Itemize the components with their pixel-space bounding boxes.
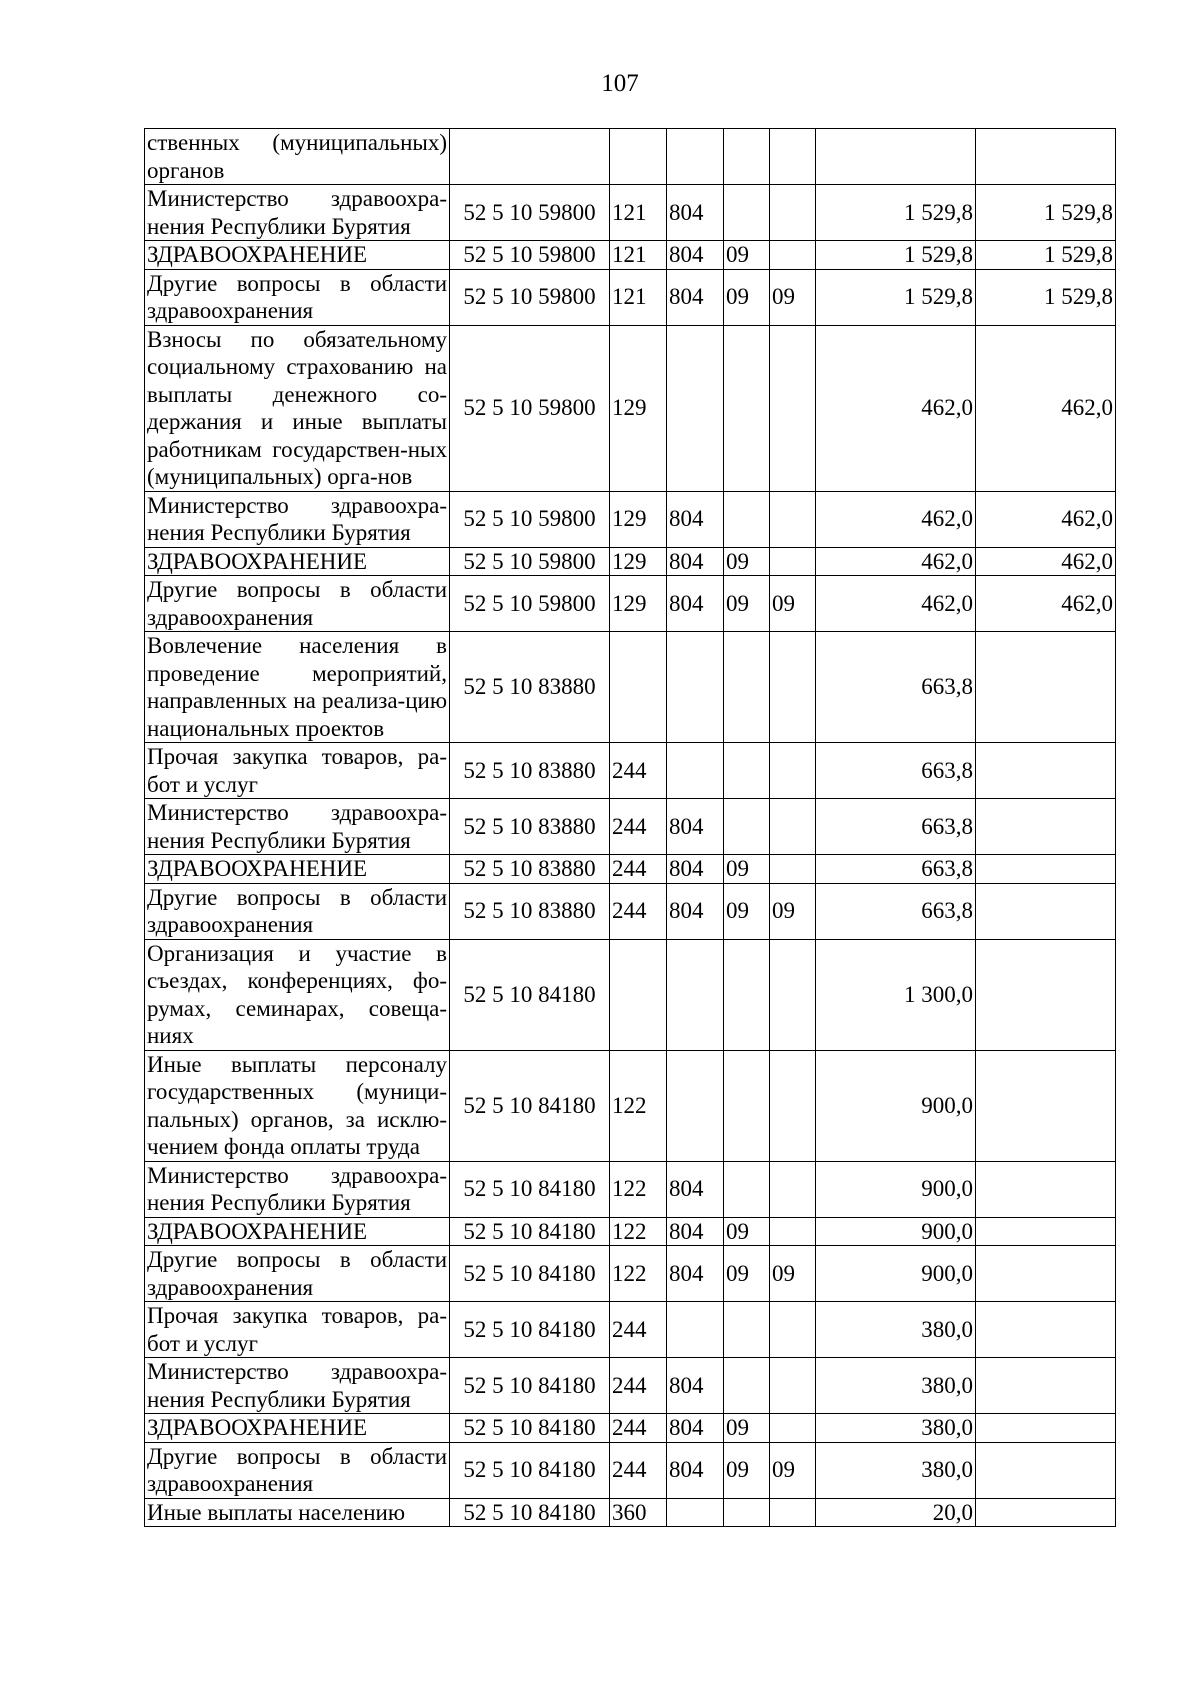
subsection-code: 09 bbox=[770, 883, 816, 939]
expense-type-code: 244 bbox=[610, 883, 667, 939]
table-row bbox=[145, 855, 1116, 884]
subsection-code bbox=[770, 855, 816, 884]
row-name: ственных (муниципальных) органов bbox=[145, 129, 450, 185]
table-row bbox=[145, 1050, 1116, 1161]
amount-cell-2: 462,0 bbox=[976, 576, 1116, 632]
target-article-code: 52 5 10 84180 bbox=[450, 939, 610, 1050]
table-row bbox=[145, 1246, 1116, 1302]
table-row bbox=[145, 1498, 1116, 1527]
amount-cell: 1 529,8 bbox=[816, 241, 976, 270]
amount-cell-2 bbox=[976, 1050, 1116, 1161]
amount-cell-2 bbox=[976, 855, 1116, 884]
expense-type-code: 360 bbox=[610, 1498, 667, 1527]
ministry-code: 804 bbox=[667, 491, 724, 547]
target-article-code: 52 5 10 84180 bbox=[450, 1498, 610, 1527]
section-code bbox=[724, 1161, 770, 1217]
subsection-code bbox=[770, 743, 816, 799]
subsection-code bbox=[770, 1161, 816, 1217]
section-code: 09 bbox=[724, 1217, 770, 1246]
section-code: 09 bbox=[724, 855, 770, 884]
target-article-code: 52 5 10 59800 bbox=[450, 576, 610, 632]
row-name: Прочая закупка товаров, ра-бот и услуг bbox=[145, 743, 450, 799]
row-name: Министерство здравоохра-нения Республики Бурятия bbox=[145, 491, 450, 547]
expense-type-code: 122 bbox=[610, 1246, 667, 1302]
ministry-code bbox=[667, 1050, 724, 1161]
subsection-code: 09 bbox=[770, 1246, 816, 1302]
row-name: Прочая закупка товаров, ра-бот и услуг bbox=[145, 1302, 450, 1358]
row-name: Министерство здравоохра-нения Республики Бурятия bbox=[145, 799, 450, 855]
amount-cell: 900,0 bbox=[816, 1050, 976, 1161]
table-row bbox=[145, 241, 1116, 270]
amount-cell: 663,8 bbox=[816, 632, 976, 743]
table-row bbox=[145, 1302, 1116, 1358]
target-article-code: 52 5 10 84180 bbox=[450, 1358, 610, 1414]
table-row bbox=[145, 185, 1116, 241]
amount-cell: 462,0 bbox=[816, 576, 976, 632]
row-name: Организация и участие в съездах, конференциях, фо-румах, семинарах, совеща-ниях bbox=[145, 939, 450, 1050]
amount-cell-2 bbox=[976, 939, 1116, 1050]
subsection-code bbox=[770, 491, 816, 547]
subsection-code bbox=[770, 185, 816, 241]
amount-cell bbox=[816, 129, 976, 185]
table-row bbox=[145, 939, 1116, 1050]
ministry-code: 804 bbox=[667, 1217, 724, 1246]
table-row bbox=[145, 269, 1116, 325]
subsection-code bbox=[770, 1358, 816, 1414]
section-code bbox=[724, 743, 770, 799]
target-article-code: 52 5 10 84180 bbox=[450, 1442, 610, 1498]
target-article-code: 52 5 10 84180 bbox=[450, 1302, 610, 1358]
ministry-code: 804 bbox=[667, 1161, 724, 1217]
amount-cell: 20,0 bbox=[816, 1498, 976, 1527]
table-row bbox=[145, 632, 1116, 743]
subsection-code bbox=[770, 325, 816, 491]
target-article-code: 52 5 10 59800 bbox=[450, 241, 610, 270]
expense-type-code: 121 bbox=[610, 241, 667, 270]
table-row bbox=[145, 547, 1116, 576]
target-article-code: 52 5 10 59800 bbox=[450, 491, 610, 547]
expense-type-code: 244 bbox=[610, 1302, 667, 1358]
target-article-code: 52 5 10 83880 bbox=[450, 799, 610, 855]
amount-cell: 900,0 bbox=[816, 1217, 976, 1246]
subsection-code bbox=[770, 241, 816, 270]
amount-cell-2 bbox=[976, 1498, 1116, 1527]
ministry-code bbox=[667, 632, 724, 743]
table-row bbox=[145, 799, 1116, 855]
subsection-code bbox=[770, 939, 816, 1050]
amount-cell-2: 462,0 bbox=[976, 325, 1116, 491]
ministry-code: 804 bbox=[667, 799, 724, 855]
expense-type-code: 244 bbox=[610, 855, 667, 884]
row-name: Иные выплаты населению bbox=[145, 1498, 450, 1527]
section-code bbox=[724, 1498, 770, 1527]
target-article-code: 52 5 10 83880 bbox=[450, 632, 610, 743]
target-article-code: 52 5 10 59800 bbox=[450, 269, 610, 325]
subsection-code bbox=[770, 1050, 816, 1161]
amount-cell-2 bbox=[976, 743, 1116, 799]
section-code: 09 bbox=[724, 547, 770, 576]
table-row bbox=[145, 491, 1116, 547]
expense-type-code: 244 bbox=[610, 743, 667, 799]
table-row bbox=[145, 743, 1116, 799]
ministry-code bbox=[667, 743, 724, 799]
target-article-code bbox=[450, 129, 610, 185]
amount-cell: 380,0 bbox=[816, 1414, 976, 1443]
expense-type-code: 129 bbox=[610, 491, 667, 547]
amount-cell-2: 462,0 bbox=[976, 491, 1116, 547]
amount-cell: 380,0 bbox=[816, 1302, 976, 1358]
subsection-code bbox=[770, 799, 816, 855]
expense-type-code: 121 bbox=[610, 269, 667, 325]
row-name: Взносы по обязательному социальному страхованию на выплаты денежного со-держания и иные выплаты работникам государствен-ных (муниципальных) орга-нов bbox=[145, 325, 450, 491]
expense-type-code: 129 bbox=[610, 576, 667, 632]
table-row bbox=[145, 1217, 1116, 1246]
ministry-code: 804 bbox=[667, 855, 724, 884]
table-row bbox=[145, 1358, 1116, 1414]
target-article-code: 52 5 10 84180 bbox=[450, 1414, 610, 1443]
subsection-code: 09 bbox=[770, 269, 816, 325]
ministry-code: 804 bbox=[667, 185, 724, 241]
amount-cell: 1 300,0 bbox=[816, 939, 976, 1050]
amount-cell-2 bbox=[976, 1442, 1116, 1498]
amount-cell: 663,8 bbox=[816, 743, 976, 799]
ministry-code: 804 bbox=[667, 269, 724, 325]
table-row bbox=[145, 1161, 1116, 1217]
row-name: ЗДРАВООХРАНЕНИЕ bbox=[145, 547, 450, 576]
row-name: Другие вопросы в области здравоохранения bbox=[145, 576, 450, 632]
ministry-code: 804 bbox=[667, 1414, 724, 1443]
section-code: 09 bbox=[724, 576, 770, 632]
row-name: Иные выплаты персоналу государственных (муници-пальных) органов, за исклю-чением фонда оплаты труда bbox=[145, 1050, 450, 1161]
amount-cell-2: 1 529,8 bbox=[976, 185, 1116, 241]
amount-cell-2 bbox=[976, 632, 1116, 743]
amount-cell: 1 529,8 bbox=[816, 185, 976, 241]
section-code bbox=[724, 632, 770, 743]
section-code bbox=[724, 325, 770, 491]
amount-cell-2 bbox=[976, 883, 1116, 939]
target-article-code: 52 5 10 84180 bbox=[450, 1050, 610, 1161]
ministry-code: 804 bbox=[667, 1358, 724, 1414]
expense-type-code: 122 bbox=[610, 1217, 667, 1246]
target-article-code: 52 5 10 59800 bbox=[450, 325, 610, 491]
amount-cell-2 bbox=[976, 1302, 1116, 1358]
amount-cell: 380,0 bbox=[816, 1358, 976, 1414]
row-name: Другие вопросы в области здравоохранения bbox=[145, 1246, 450, 1302]
subsection-code bbox=[770, 1302, 816, 1358]
section-code: 09 bbox=[724, 883, 770, 939]
section-code bbox=[724, 799, 770, 855]
ministry-code bbox=[667, 939, 724, 1050]
subsection-code bbox=[770, 632, 816, 743]
subsection-code bbox=[770, 129, 816, 185]
subsection-code bbox=[770, 1498, 816, 1527]
expense-type-code bbox=[610, 632, 667, 743]
ministry-code bbox=[667, 129, 724, 185]
amount-cell-2: 1 529,8 bbox=[976, 269, 1116, 325]
budget-table bbox=[144, 128, 1116, 1527]
subsection-code bbox=[770, 1217, 816, 1246]
section-code: 09 bbox=[724, 1414, 770, 1443]
subsection-code: 09 bbox=[770, 576, 816, 632]
amount-cell-2 bbox=[976, 799, 1116, 855]
amount-cell: 663,8 bbox=[816, 855, 976, 884]
ministry-code bbox=[667, 1498, 724, 1527]
ministry-code: 804 bbox=[667, 547, 724, 576]
row-name: Другие вопросы в области здравоохранения bbox=[145, 883, 450, 939]
target-article-code: 52 5 10 59800 bbox=[450, 185, 610, 241]
amount-cell: 380,0 bbox=[816, 1442, 976, 1498]
section-code bbox=[724, 491, 770, 547]
expense-type-code: 129 bbox=[610, 325, 667, 491]
expense-type-code: 122 bbox=[610, 1161, 667, 1217]
section-code: 09 bbox=[724, 241, 770, 270]
target-article-code: 52 5 10 84180 bbox=[450, 1217, 610, 1246]
expense-type-code: 244 bbox=[610, 1414, 667, 1443]
expense-type-code: 244 bbox=[610, 1358, 667, 1414]
amount-cell-2 bbox=[976, 1414, 1116, 1443]
ministry-code: 804 bbox=[667, 576, 724, 632]
amount-cell: 462,0 bbox=[816, 325, 976, 491]
table-row bbox=[145, 1442, 1116, 1498]
amount-cell-2 bbox=[976, 129, 1116, 185]
section-code bbox=[724, 1050, 770, 1161]
row-name: Министерство здравоохра-нения Республики Бурятия bbox=[145, 1161, 450, 1217]
expense-type-code: 129 bbox=[610, 547, 667, 576]
amount-cell: 900,0 bbox=[816, 1246, 976, 1302]
target-article-code: 52 5 10 83880 bbox=[450, 855, 610, 884]
row-name: Министерство здравоохра-нения Республики Бурятия bbox=[145, 185, 450, 241]
expense-type-code: 244 bbox=[610, 799, 667, 855]
amount-cell-2 bbox=[976, 1358, 1116, 1414]
amount-cell: 462,0 bbox=[816, 491, 976, 547]
target-article-code: 52 5 10 84180 bbox=[450, 1161, 610, 1217]
table-row bbox=[145, 883, 1116, 939]
ministry-code: 804 bbox=[667, 1442, 724, 1498]
section-code bbox=[724, 185, 770, 241]
expense-type-code: 244 bbox=[610, 1442, 667, 1498]
amount-cell-2 bbox=[976, 1246, 1116, 1302]
target-article-code: 52 5 10 83880 bbox=[450, 743, 610, 799]
ministry-code: 804 bbox=[667, 883, 724, 939]
row-name: Вовлечение населения в проведение мероприятий, направленных на реализа-цию национальных проектов bbox=[145, 632, 450, 743]
subsection-code: 09 bbox=[770, 1442, 816, 1498]
subsection-code bbox=[770, 1414, 816, 1443]
ministry-code bbox=[667, 1302, 724, 1358]
table-row bbox=[145, 325, 1116, 491]
target-article-code: 52 5 10 59800 bbox=[450, 547, 610, 576]
expense-type-code: 122 bbox=[610, 1050, 667, 1161]
expense-type-code bbox=[610, 939, 667, 1050]
ministry-code bbox=[667, 325, 724, 491]
amount-cell: 900,0 bbox=[816, 1161, 976, 1217]
target-article-code: 52 5 10 83880 bbox=[450, 883, 610, 939]
budget-table-body bbox=[145, 129, 1116, 1527]
page-number: 107 bbox=[601, 70, 639, 97]
section-code bbox=[724, 1358, 770, 1414]
amount-cell: 1 529,8 bbox=[816, 269, 976, 325]
row-name: ЗДРАВООХРАНЕНИЕ bbox=[145, 241, 450, 270]
section-code bbox=[724, 939, 770, 1050]
amount-cell-2: 1 529,8 bbox=[976, 241, 1116, 270]
subsection-code bbox=[770, 547, 816, 576]
amount-cell: 663,8 bbox=[816, 799, 976, 855]
row-name: ЗДРАВООХРАНЕНИЕ bbox=[145, 1414, 450, 1443]
ministry-code: 804 bbox=[667, 241, 724, 270]
row-name: Другие вопросы в области здравоохранения bbox=[145, 269, 450, 325]
amount-cell-2: 462,0 bbox=[976, 547, 1116, 576]
section-code: 09 bbox=[724, 269, 770, 325]
row-name: Другие вопросы в области здравоохранения bbox=[145, 1442, 450, 1498]
row-name: ЗДРАВООХРАНЕНИЕ bbox=[145, 855, 450, 884]
amount-cell: 663,8 bbox=[816, 883, 976, 939]
section-code: 09 bbox=[724, 1442, 770, 1498]
section-code: 09 bbox=[724, 1246, 770, 1302]
table-row bbox=[145, 129, 1116, 185]
ministry-code: 804 bbox=[667, 1246, 724, 1302]
table-row bbox=[145, 1414, 1116, 1443]
row-name: Министерство здравоохра-нения Республики Бурятия bbox=[145, 1358, 450, 1414]
expense-type-code: 121 bbox=[610, 185, 667, 241]
expense-type-code bbox=[610, 129, 667, 185]
row-name: ЗДРАВООХРАНЕНИЕ bbox=[145, 1217, 450, 1246]
amount-cell: 462,0 bbox=[816, 547, 976, 576]
target-article-code: 52 5 10 84180 bbox=[450, 1246, 610, 1302]
amount-cell-2 bbox=[976, 1217, 1116, 1246]
table-row bbox=[145, 576, 1116, 632]
section-code bbox=[724, 1302, 770, 1358]
section-code bbox=[724, 129, 770, 185]
amount-cell-2 bbox=[976, 1161, 1116, 1217]
